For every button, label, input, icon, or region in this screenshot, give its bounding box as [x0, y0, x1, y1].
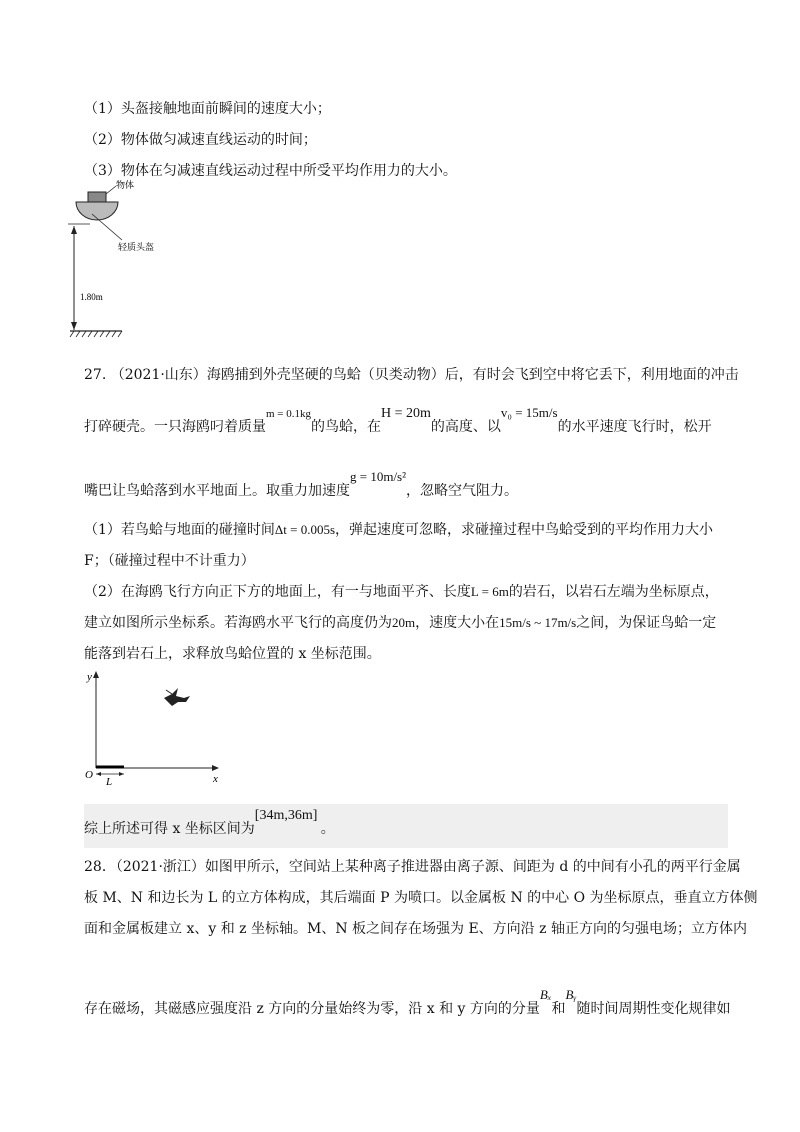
answer-interval: [34m,36m]	[254, 808, 318, 823]
q27-answer-line	[84, 808, 335, 839]
eq-20m: 20m	[392, 615, 416, 630]
eq-Bx: Bₓ	[539, 987, 552, 1002]
eq-speed-range: 15m/s ~ 17m/s	[499, 615, 577, 630]
eq-dt: Δt = 0.005s	[274, 522, 336, 537]
q27-stem-line-2	[84, 405, 712, 437]
q27-stem-2b: 的鸟蛤，在	[311, 419, 382, 435]
q27-part1-b: ，弹起速度可忽略，求碰撞过程中鸟蛤受到的平均作用力大小	[335, 522, 714, 538]
q28-line-4	[84, 987, 731, 1018]
eq-By: Bᵧ	[565, 987, 577, 1002]
q27-answer-b: 。	[320, 821, 335, 837]
q27-part1-line-1	[84, 521, 713, 539]
q27-part2-d: ，速度大小在	[415, 615, 500, 631]
q27-stem-line-1	[84, 366, 739, 384]
helmet-shape	[76, 202, 118, 220]
q26-item-2: （2）物体做匀减速直线运动的时间；	[84, 132, 317, 148]
q28-line-4a: 存在磁场，其磁感应强度沿 z 方向的分量始终为零，沿 x 和 y 方向的分量	[84, 1001, 540, 1017]
y-axis-label: y	[87, 671, 92, 683]
q27-source: （2021·山东）	[110, 367, 207, 383]
eq-length-L: L = 6m	[470, 584, 509, 599]
object-block	[88, 192, 106, 202]
seagull-icon	[164, 688, 190, 706]
q28-line-4c: 随时间周期性变化规律如	[576, 1001, 731, 1017]
origin-label: O	[85, 769, 93, 781]
eq-mass: m = 0.1kg	[266, 408, 312, 420]
q27-part2-line-1	[84, 583, 719, 601]
eq-height-H: H = 20m	[381, 406, 431, 421]
x-axis-label: x	[213, 773, 218, 785]
q27-stem-1: 海鸥捕到外壳坚硬的鸟蛤（贝类动物）后，有时会飞到空中将它丢下，利用地面的冲击	[206, 367, 739, 383]
q27-stem-2a: 打碎硬壳。一只海鸥叼着质量	[84, 419, 266, 435]
q28-line-3: 面和金属板建立 x、y 和 z 坐标轴。M、N 板之间存在场强为 E、方向沿 z 轴正方向的匀强电场；立方体内	[84, 921, 747, 937]
q26-item-1: （1）头盔接触地面前瞬间的速度大小；	[84, 101, 331, 117]
q27-number: 27.	[84, 367, 107, 383]
seagull-coordinate-figure	[80, 668, 230, 790]
q27-part2-a: （2）在海鸥飞行方向正下方的地面上，有一与地面平齐、长度	[84, 584, 471, 600]
q27-part1-c: F；（碰撞过程中不计重力）	[84, 553, 255, 569]
q27-part1-a: （1）若鸟蛤与地面的碰撞时间	[84, 522, 275, 538]
q27-stem-line-3	[84, 469, 519, 500]
q27-part2-line-2	[84, 614, 716, 632]
q27-stem-2d: 的水平速度飞行时，松开	[557, 419, 712, 435]
q27-stem-2c: 的高度、以	[430, 419, 501, 435]
q27-answer-a: 综上所述可得 x 坐标区间为	[84, 821, 255, 837]
q28-line-4b: 和	[551, 1001, 566, 1017]
q26-item-3: （3）物体在匀减速直线运动过程中所受平均作用力的大小。	[84, 163, 457, 179]
eq-velocity-v0: v₀ = 15m/s	[500, 405, 558, 420]
label-height: 1.80m	[80, 292, 103, 302]
q27-part2-e: 之间，为保证鸟蛤一定	[576, 615, 717, 631]
q28-line-2: 板 M、N 和边长为 L 的立方体构成，其后端面 P 为喷口。以金属板 N 的中心 O 为坐标原点，垂直立方体侧	[84, 890, 758, 906]
q27-stem-3b: ，忽略空气阻力。	[406, 483, 519, 499]
q27-part2-c: 建立如图所示坐标系。若海鸥水平飞行的高度仍为	[84, 615, 392, 631]
q27-stem-3a: 嘴巴让鸟蛤落到水平地面上。取重力加速度	[84, 483, 350, 499]
helmet-drop-figure	[60, 180, 160, 340]
segment-label: L	[106, 776, 113, 788]
label-object: 物体	[116, 180, 135, 190]
eq-gravity-g: g = 10m/s²	[350, 469, 407, 484]
q28-line-1: 28．（2021·浙江）如图甲所示，空间站上某种离子推进器由离子源、间距为 d 的中间有小孔的两平行金属	[84, 859, 741, 875]
q27-part2-f: 能落到岩石上，求释放鸟蛤位置的 x 坐标范围。	[84, 646, 381, 662]
label-helmet: 轻质头盔	[118, 242, 155, 252]
q27-part2-b: 的岩石，以岩石左端为坐标原点，	[508, 584, 719, 600]
